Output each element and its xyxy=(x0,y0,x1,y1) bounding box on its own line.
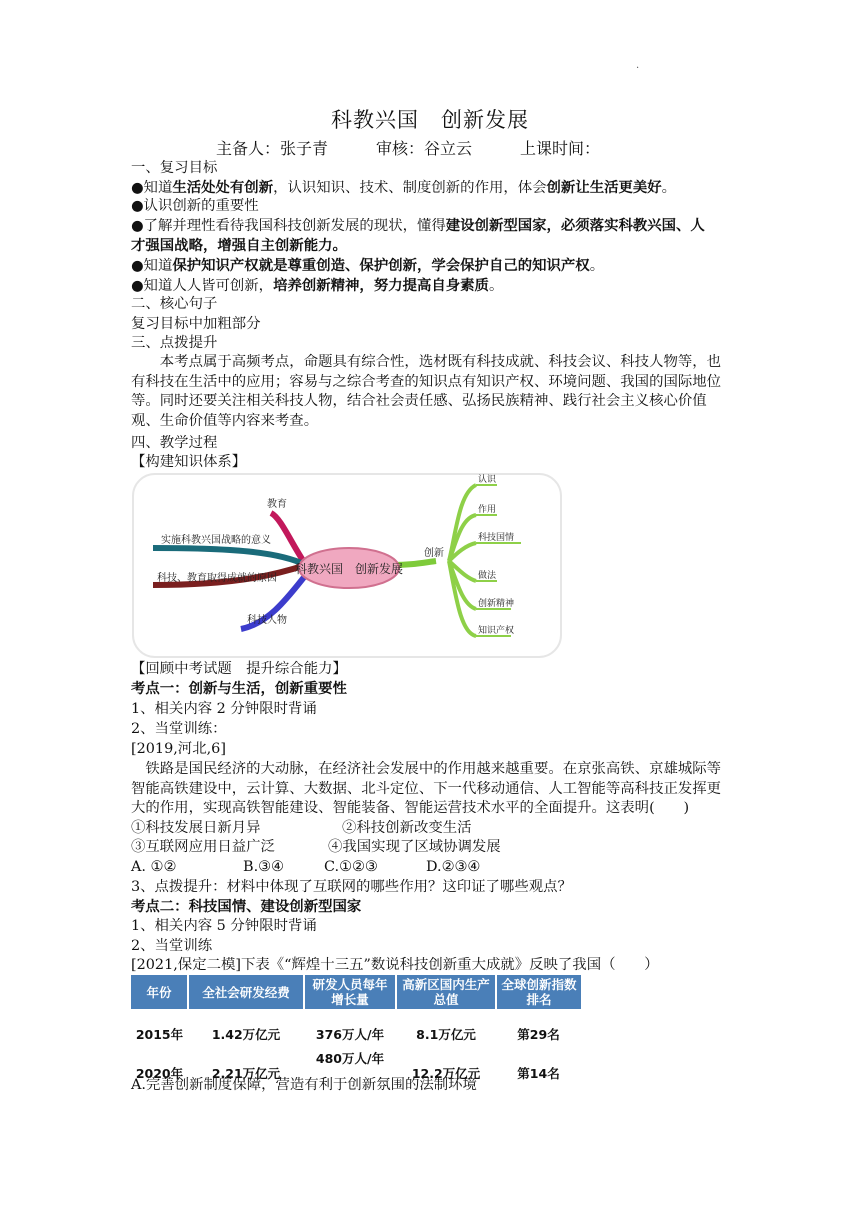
q1-option-1: ①科技发展日新月异 xyxy=(131,820,261,836)
table-header-row xyxy=(131,975,581,1009)
goal-item-5: ●知道人人皆可创新，培养创新精神，努力提高自身素质。 xyxy=(131,277,504,294)
table-cell: 1.42万亿元 xyxy=(211,1026,281,1042)
core-body: 复习目标中加粗部分 xyxy=(131,316,261,332)
table-row xyxy=(131,1009,581,1049)
table-header: 全社会研发经费 xyxy=(188,975,304,1009)
table-cell: 12.2万亿元 xyxy=(411,1065,481,1081)
table-cell: 2015年 xyxy=(135,1026,184,1042)
topic-1-step-1: 1、相关内容 2 分钟限时背诵 xyxy=(131,701,317,717)
mind-map xyxy=(131,473,563,658)
mindmap-hub: 创新 xyxy=(424,548,444,559)
section-heading-process: 四、教学过程 xyxy=(131,435,218,451)
topic-1-step-2: 2、当堂训练： xyxy=(131,721,227,737)
table-cell: 第29名 xyxy=(517,1026,560,1042)
mindmap-right-3: 科技国情 xyxy=(478,533,515,543)
topic-2-step-2: 2、当堂训练 xyxy=(131,938,213,954)
review-heading: 【回顾中考试题 提升综合能力】 xyxy=(131,661,347,677)
mindmap-right-4: 做法 xyxy=(478,571,497,581)
table-cell: 8.1万亿元 xyxy=(416,1026,476,1042)
mindmap-left-4: 科技人物 xyxy=(247,615,287,626)
table-header: 研发人员每年增长量 xyxy=(304,975,396,1009)
tips-paragraph: 本考点属于高频考点，命题具有综合性，选材既有科技成就、科技会议、科技人物等，也有科技在生活中的应用；容易与之综合考查的知识点有知识产权、环境问题、我国的国际地位等。同时还要关注相关科技人物，结合社会责任感、弘扬民族精神、践行社会主义核心价值观、生命价值等内容来考查。 xyxy=(131,354,722,429)
q2-choice-a: A.完善创新制度保障，营造有利于创新氛围的法制环境 xyxy=(131,1077,477,1093)
q1-option-4: ④我国实现了区域协调发展 xyxy=(328,839,501,855)
innovation-stats-table xyxy=(131,975,581,1089)
question-1-source: [2019,河北,6] xyxy=(131,741,226,757)
table-header: 全球创新指数排名 xyxy=(496,975,581,1009)
mindmap-right-6: 知识产权 xyxy=(478,626,515,636)
goal-item-2: ●认识创新的重要性 xyxy=(131,198,259,214)
knowledge-system-label: 【构建知识体系】 xyxy=(131,454,247,470)
topic-1-step-3: 3、点拨提升：材料中体现了互联网的哪些作用？这印证了哪些观点？ xyxy=(131,879,572,895)
topic-2-title: 考点二：科技国情、建设创新型国家 xyxy=(131,899,362,915)
authors-line: 主备人：张子青 审核：谷立云 上课时间： xyxy=(216,139,601,158)
section-heading-core: 二、核心句子 xyxy=(131,296,218,312)
question-2-stem: [2021,保定二模]下表《“辉煌十三五”数说科技创新重大成就》反映了我国（ ） xyxy=(131,957,659,973)
q1-choice-d: D.②③④ xyxy=(426,859,481,875)
table-cell: 2.21万亿元 xyxy=(211,1065,281,1081)
question-1-body: 铁路是国民经济的大动脉，在经济社会发展中的作用越来越重要。在京张高铁、京雄城际等智能高铁建设中，云计算、大数据、北斗定位、下一代移动通信、人工智能等高科技正发挥更大的作用，实现高铁智能建设、智能装备、智能运营技术水平的全面提升。这表明( ) xyxy=(131,761,722,817)
table-cell: 376万人/年 xyxy=(315,1026,385,1042)
mindmap-left-3: 科技、教育取得成就的原因 xyxy=(157,573,277,584)
q1-choice-b: B.③④ xyxy=(243,859,284,875)
table-header: 年份 xyxy=(131,975,188,1009)
mindmap-right-5: 创新精神 xyxy=(478,599,515,609)
mindmap-left-2: 实施科教兴国战略的意义 xyxy=(161,535,271,546)
table-cell: 480万人/年 xyxy=(315,1051,385,1066)
q1-option-2: ②科技创新改变生活 xyxy=(342,820,472,836)
table-header: 高新区国内生产总值 xyxy=(396,975,496,1009)
goal-item-4: ●知道保护知识产权就是尊重创造、保护创新，学会保护自己的知识产权。 xyxy=(131,257,605,274)
q1-option-3: ③互联网应用日益广泛 xyxy=(131,839,275,855)
table-cell: 2020年 xyxy=(135,1065,184,1081)
goal-item-3-cont: 才强国战略，增强自主创新能力。 xyxy=(131,237,347,254)
goal-item-1: ●知道生活处处有创新，认识知识、技术、制度创新的作用，体会创新让生活更美好。 xyxy=(131,179,677,196)
section-heading-goals: 一、复习目标 xyxy=(131,160,218,176)
q1-choice-a: A. ①② xyxy=(131,859,177,875)
document-title: 科教兴国 创新发展 xyxy=(331,108,529,132)
mindmap-center: 科教兴国 创新发展 xyxy=(294,562,404,576)
mindmap-left-1: 教育 xyxy=(267,499,287,510)
section-heading-tips: 三、点拨提升 xyxy=(131,335,218,351)
goal-item-3: ●了解并理性看待我国科技创新发展的现状，懂得建设创新型国家，必须落实科教兴国、人 xyxy=(131,217,705,234)
page-mark: . xyxy=(636,60,640,71)
mindmap-right-2: 作用 xyxy=(478,505,497,515)
table-cell: 第14名 xyxy=(517,1065,560,1081)
mindmap-right-1: 认识 xyxy=(478,475,497,485)
topic-1-title: 考点一：创新与生活，创新重要性 xyxy=(131,681,347,697)
q1-choice-c: C.①②③ xyxy=(324,859,378,875)
topic-2-step-1: 1、相关内容 5 分钟限时背诵 xyxy=(131,918,317,934)
